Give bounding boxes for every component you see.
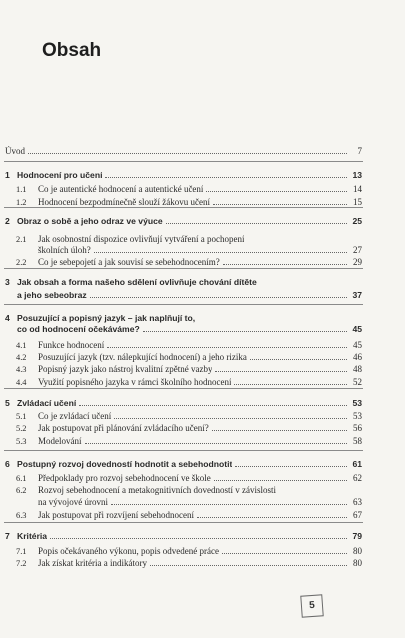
toc-entry[interactable]	[16, 351, 362, 363]
toc-leader-dots	[213, 204, 347, 205]
chapter-divider	[4, 522, 363, 523]
toc-entry-number: 1	[5, 170, 10, 180]
toc-entry-title: Co je zvládací učení	[38, 411, 112, 421]
toc-entry[interactable]	[16, 472, 362, 484]
toc-entry[interactable]	[16, 376, 362, 388]
toc-entry-title: Kritéria	[17, 531, 48, 541]
toc-entry-title: Rozvoj sebehodnocení a metakognitivních dovedností v závislosti	[38, 485, 276, 495]
toc-entry-title: Postupný rozvoj dovedností hodnotit a sebehodnotit	[17, 459, 233, 469]
toc-entry[interactable]	[16, 484, 362, 496]
toc-entry[interactable]	[5, 397, 362, 409]
toc-entry-title: Úvod	[5, 146, 25, 156]
chapter-divider	[4, 161, 363, 162]
toc-entry[interactable]	[16, 256, 362, 268]
toc-entry[interactable]	[16, 435, 362, 447]
toc-entry[interactable]	[5, 530, 362, 542]
toc-entry-title: Co je sebepojetí a jak souvisí se sebehodnocením?	[38, 257, 220, 267]
toc-leader-dots	[50, 538, 347, 539]
chapter-divider	[4, 388, 363, 389]
toc-entry-number: 5.3	[16, 437, 27, 446]
toc-entry[interactable]	[5, 276, 362, 288]
toc-leader-dots	[143, 331, 347, 332]
page-title: Obsah	[42, 40, 102, 61]
toc-entry-number: 5	[5, 398, 10, 408]
toc-entry-number: 6.3	[16, 511, 27, 520]
toc-entry-title: Posuzující a popisný jazyk – jak naplňují to,	[17, 313, 196, 323]
toc-leader-dots	[206, 191, 347, 192]
toc-entry[interactable]	[16, 363, 362, 375]
toc-entry-title: Jak postupovat při rozvíjení sebehodnocení	[38, 510, 194, 520]
toc-entry-title: Využití popisného jazyka v rámci školního hodnocení	[38, 377, 232, 387]
toc-entry-page: 48	[353, 364, 362, 374]
toc-entry-page: 56	[353, 423, 362, 433]
toc-leader-dots	[223, 264, 347, 265]
toc-entry-title: Posuzující jazyk (tzv. nálepkující hodnocení) a jeho rizika	[38, 352, 247, 362]
toc-entry-title: Jak získat kritéria a indikátory	[38, 558, 147, 568]
toc-entry-number: 4.1	[16, 341, 27, 350]
toc-entry-number: 1.1	[16, 185, 27, 194]
toc-entry-number: 6.2	[16, 486, 27, 495]
toc-entry-number: 5.2	[16, 424, 27, 433]
toc-leader-dots	[85, 443, 348, 444]
toc-entry-number: 7	[5, 531, 10, 541]
toc-entry-title: Funkce hodnocení	[38, 340, 105, 350]
chapter-divider	[4, 450, 363, 451]
toc-entry[interactable]	[16, 339, 362, 351]
toc-entry-title: Obraz o sobě a jeho odraz ve výuce	[17, 216, 163, 226]
toc-leader-dots	[214, 480, 347, 481]
toc-entry-title: Jak postupovat při plánování zvládacího učení?	[38, 423, 209, 433]
toc-leader-dots	[79, 405, 347, 406]
toc-entry[interactable]	[16, 557, 362, 569]
toc-entry-page: 58	[353, 436, 362, 446]
toc-entry-number: 7.1	[16, 547, 27, 556]
toc-leader-dots	[94, 252, 347, 253]
toc-entry[interactable]	[16, 422, 362, 434]
toc-entry-title: na vývojové úrovni	[38, 497, 108, 507]
toc-entry-page: 67	[353, 510, 362, 520]
toc-entry-page: 53	[353, 411, 362, 421]
toc-leader-dots	[215, 371, 347, 372]
toc-entry-number: 6.1	[16, 474, 27, 483]
toc-entry-page: 25	[352, 216, 362, 226]
toc-entry[interactable]	[16, 244, 362, 256]
toc-entry-page: 7	[357, 146, 362, 156]
toc-leader-dots	[107, 347, 347, 348]
toc-entry-number: 3	[5, 277, 10, 287]
toc-entry-title: Předpoklady pro rozvoj sebehodnocení ve škole	[38, 473, 211, 483]
toc-entry[interactable]	[16, 183, 362, 195]
toc-entry-number: 4.3	[16, 365, 27, 374]
toc-entry-title: Jak obsah a forma našeho sdělení ovlivňuje chování dítěte	[17, 277, 257, 287]
toc-entry[interactable]	[16, 509, 362, 521]
toc-entry-page: 52	[353, 377, 362, 387]
toc-entry-page: 14	[353, 184, 362, 194]
toc-leader-dots	[105, 177, 347, 178]
chapter-divider	[4, 304, 363, 305]
toc-entry[interactable]	[16, 196, 362, 208]
toc-leader-dots	[90, 297, 347, 298]
toc-leader-dots	[234, 384, 347, 385]
toc-entry-page: 62	[353, 473, 362, 483]
toc-entry-page: 15	[353, 197, 362, 207]
toc-entry-title: Popisný jazyk jako nástroj kvalitní zpětné vazby	[38, 364, 213, 374]
toc-entry-page: 80	[353, 558, 362, 568]
toc-entry-title: a jeho sebeobraz	[17, 290, 87, 300]
toc-entry-page: 80	[353, 546, 362, 556]
toc-entry[interactable]	[5, 145, 362, 157]
toc-leader-dots	[166, 223, 347, 224]
toc-entry-page: 29	[353, 257, 362, 267]
toc-entry-page: 45	[352, 324, 362, 334]
toc-entry[interactable]	[5, 323, 362, 335]
toc-entry-number: 2.2	[16, 258, 27, 267]
toc-entry-number: 2	[5, 216, 10, 226]
toc-entry-number: 2.1	[16, 235, 27, 244]
toc-entry-page: 46	[353, 352, 362, 362]
toc-entry-title: Hodnocení pro učení	[17, 170, 103, 180]
toc-leader-dots	[235, 466, 347, 467]
toc-leader-dots	[150, 565, 347, 566]
toc-entry-title: Hodnocení bezpodmínečně slouží žákovu učení	[38, 197, 210, 207]
toc-leader-dots	[28, 153, 347, 154]
toc-entry-page: 37	[352, 290, 362, 300]
toc-entry[interactable]	[5, 215, 362, 227]
toc-entry-page: 45	[353, 340, 362, 350]
toc-entry[interactable]	[5, 169, 362, 181]
toc-entry-page: 53	[352, 398, 362, 408]
toc-entry[interactable]	[16, 545, 362, 557]
toc-entry[interactable]	[5, 458, 362, 470]
toc-entry-title: Zvládací učení	[17, 398, 77, 408]
toc-entry-title: Co je autentické hodnocení a autentické učení	[38, 184, 204, 194]
toc-entry[interactable]	[16, 496, 362, 508]
toc-entry-page: 27	[353, 245, 362, 255]
toc-leader-dots	[212, 430, 347, 431]
toc-entry-page: 79	[352, 531, 362, 541]
toc-entry-number: 4.4	[16, 378, 27, 387]
toc-leader-dots	[111, 504, 347, 505]
toc-entry-title: Popis očekávaného výkonu, popis odvedené práce	[38, 546, 219, 556]
toc-leader-dots	[250, 359, 347, 360]
toc-entry-title: co od hodnocení očekáváme?	[17, 324, 140, 334]
toc-leader-dots	[222, 553, 347, 554]
toc-entry-number: 5.1	[16, 412, 27, 421]
toc-entry-number: 4	[5, 313, 10, 323]
toc-leader-dots	[197, 517, 347, 518]
toc-leader-dots	[114, 418, 347, 419]
toc-entry-title: Jak osobnostní dispozice ovlivňují vytváření a pochopení	[38, 234, 245, 244]
toc-entry[interactable]	[16, 410, 362, 422]
toc-entry-number: 4.2	[16, 353, 27, 362]
toc-entry-page: 63	[353, 497, 362, 507]
toc-entry-number: 7.2	[16, 559, 27, 568]
toc-entry-title: Modelování	[38, 436, 82, 446]
toc-entry-page: 13	[352, 170, 362, 180]
chapter-divider	[4, 268, 363, 269]
toc-entry[interactable]	[5, 289, 362, 301]
toc-entry-number: 6	[5, 459, 10, 469]
toc-entry-number: 1.2	[16, 198, 27, 207]
page-number-badge: 5	[300, 594, 323, 617]
toc-entry-title: školních úloh?	[38, 245, 91, 255]
toc-entry-page: 61	[352, 459, 362, 469]
